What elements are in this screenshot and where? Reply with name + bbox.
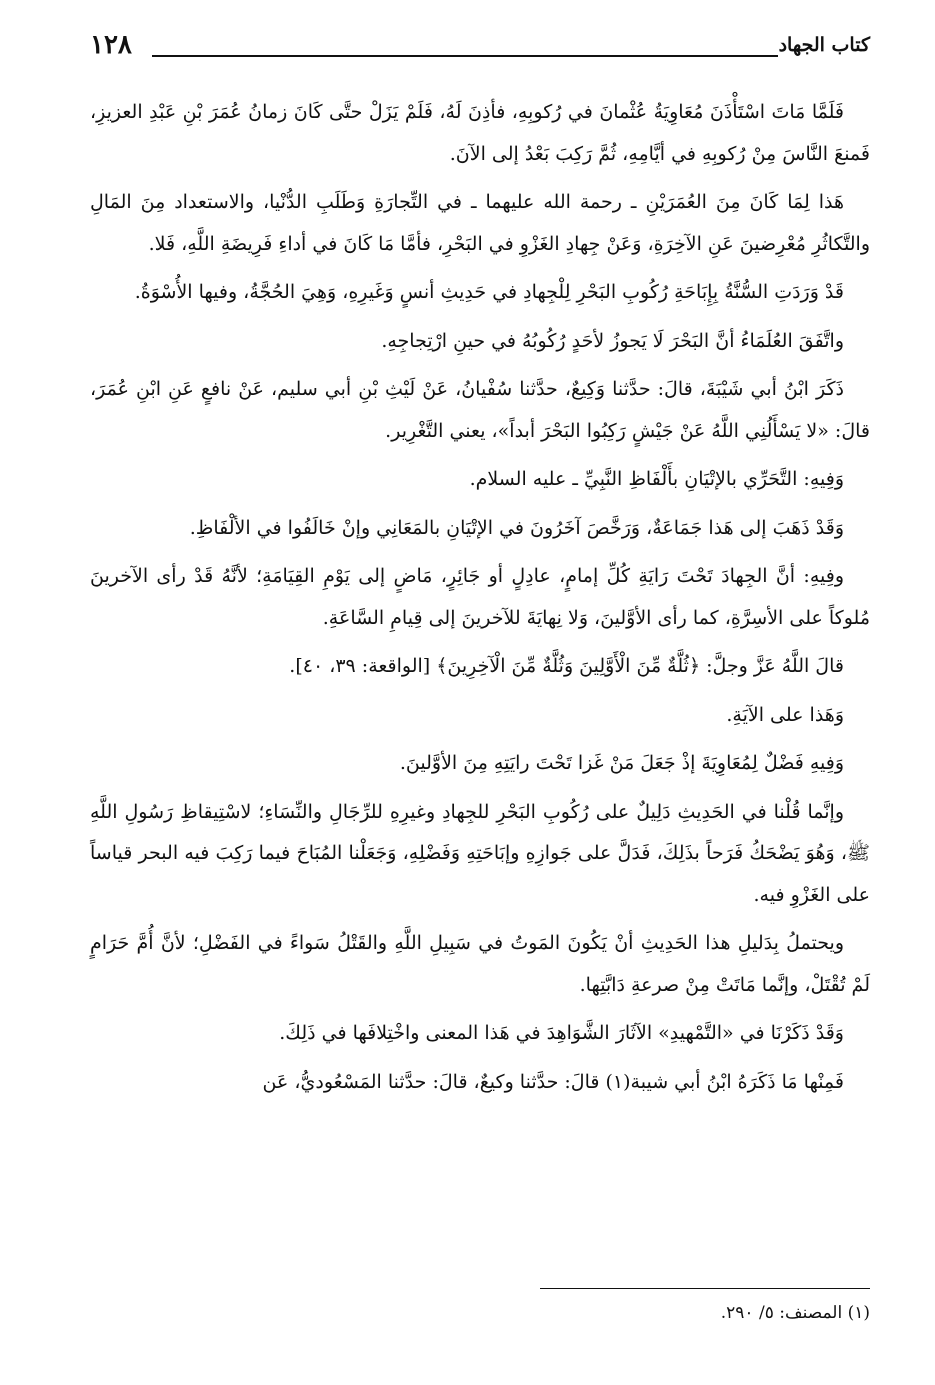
paragraph: وَفِيهِ فَضْلٌ لِمُعَاوِيَةَ إذْ جَعَلَ مَنْ غَزا تَحْتَ رايَتِهِ مِنَ الأوَّلينَ. <box>399 752 844 774</box>
page-number: ١٢٨ <box>90 30 132 60</box>
paragraph: قَدْ وَرَدَتِ السُّنَّةُ بِإِبَاحَةِ رُكُوبِ البَحْرِ لِلْجِهادِ في حَدِيثِ أنسٍ وَغَيرِهِ، وَهِيَ الحُجَّةُ، وفيها الأُسْوَةُ. <box>134 281 844 303</box>
footnote-divider <box>540 1288 870 1289</box>
paragraph: وَهَذا على الآيَةِ. <box>726 703 844 726</box>
paragraph: وَقَدْ ذَهَبَ إلى هَذا جَمَاعَةٌ، وَرَخَّصَ آخَرُونَ في الإتْيَانِ بالمَعَانِي وإنْ خَالَفُوا في الألْفَاظِ. <box>189 516 844 539</box>
page-body <box>90 92 870 1103</box>
footnote: (١) المصنف: ٥/ ٢٩٠. <box>720 1303 870 1323</box>
paragraph: فَمِنْها مَا ذَكَرَهُ ابْنُ أبي شيبة(١) قالَ: حدَّثنا وكيعٌ، قالَ: حدَّثنا المَسْعُوديُّ، عَن <box>262 1070 844 1093</box>
paragraph: وإنَّما قُلْنا في الحَدِيثِ دَلِيلٌ على رُكُوبِ البَحْرِ للجِهادِ وغيرِهِ للرِّجَالِ والنِّسَاءِ؛ لاسْتِيقاظِ رَسُولِ اللَّهِ ﷺ، وَهُوَ يَضْحَكُ فَرَحاً بذَلِكَ، فَدَلَّ على جَوازِهِ وإبَاحَتِهِ وَفَضْلِهِ، وَجَعَلْنا المُبَاحَ فيما رَكِبَ فيه البحر قياساً على الغَزْوِ فيه. <box>90 800 870 906</box>
paragraph: ذَكَرَ ابْنُ أبي شَيْبَةَ، قالَ: حدَّثنا وَكِيعٌ، حدَّثنا سُفْيانُ، عَنْ لَيْثِ بْنِ أبي سليم، عَنْ نافعٍ عَنِ ابْنِ عُمَرَ، قالَ: «لا يَسْأَلُنِي اللَّهُ عَنْ جَيْشٍ رَكِبُوا البَحْرَ أبداً»، يعني التَّغْرِير. <box>90 378 870 442</box>
paragraph: ويحتملُ بِدَليلِ هذا الحَدِيثِ أنْ يَكُونَ المَوتُ في سَبِيلِ اللَّهِ والقَتْلُ سَواءً في الفَضْلِ؛ لأنَّ أُمَّ حَرَامٍ لَمْ تُقْتَلْ، وإنَّما مَاتَتْ مِنْ صرعةِ دَابَّتِها. <box>90 932 870 996</box>
paragraph: هَذا لِمَا كَانَ مِنَ العُمَرَيْنِ ـ رحمة الله عليهما ـ في التِّجارَةِ وَطَلَبِ الدُّنْيا، والاستعداد مِنَ المَالِ والتَّكاثُرِ مُعْرِضينَ عَنِ الآخِرَةِ، وَعَنْ جِهادِ الغَزْوِ في البَحْرِ، فأمَّا مَا كَانَ في أداءِ فَرِيضَةِ اللَّهِ، فَلا. <box>90 191 870 255</box>
paragraph: واتَّفَقَ العُلَمَاءُ أنَّ البَحْرَ لَا يَجوزُ لأحَدٍ رُكُوبُهُ في حينِ ارْتِجاجِهِ. <box>381 329 844 352</box>
paragraph: وفِيهِ: أنَّ الجِهادَ تَحْتَ رَايَةِ كُلِّ إمامٍ، عادِلٍ أو جَائِرٍ، مَاضٍ إلى يَوْمِ القِيَامَةِ؛ لأنَّهُ قَدْ رأى الآخرينَ مُلوكاً على الأسِرَّةِ، كما رأى الأوَّلينَ، وَلا نِهايَةَ للآخرينَ إلى قِيامِ السَّاعَةِ. <box>90 565 870 629</box>
paragraph: وَقَدْ ذَكَرْنَا في «التَّمْهيدِ» الآثَارَ الشَّوَاهِدَ في هَذا المعنى واخْتِلافَها في ذَلِكَ. <box>279 1022 844 1044</box>
paragraph: وَفِيهِ: التَّحَرِّي بالإتْيَانِ بأَلْفَاظِ النَّبِيِّ ـ عليه السلام. <box>469 468 844 490</box>
paragraph: فَلَمَّا مَاتَ اسْتَأْذَنَ مُعَاوِيَةُ عُثْمانَ في رُكوبِهِ، فأذِنَ لَهُ، فَلَمْ يَزَلْ حتَّى كَانَ زمانُ عُمَرَ بْنِ عَبْدِ العزيزِ، فَمنعَ النَّاسَ مِنْ رُكوبِهِ في أيَّامِهِ، ثُمَّ رَكِبَ بَعْدُ إلى الآنَ. <box>90 101 870 165</box>
header-rule <box>152 55 778 57</box>
page-header <box>90 28 870 68</box>
quran-quote-paragraph: قالَ اللَّهُ عَزَّ وجلَّ: ﴿ثُلَّةٌ مِّنَ الْأَوَّلِينَ وَثُلَّةٌ مِّنَ الْآخِرِينَ﴾ [الواقعة: ٣٩، ٤٠]. <box>289 655 844 677</box>
book-title: كتاب الجهاد <box>778 34 870 56</box>
book-page <box>90 28 870 1368</box>
